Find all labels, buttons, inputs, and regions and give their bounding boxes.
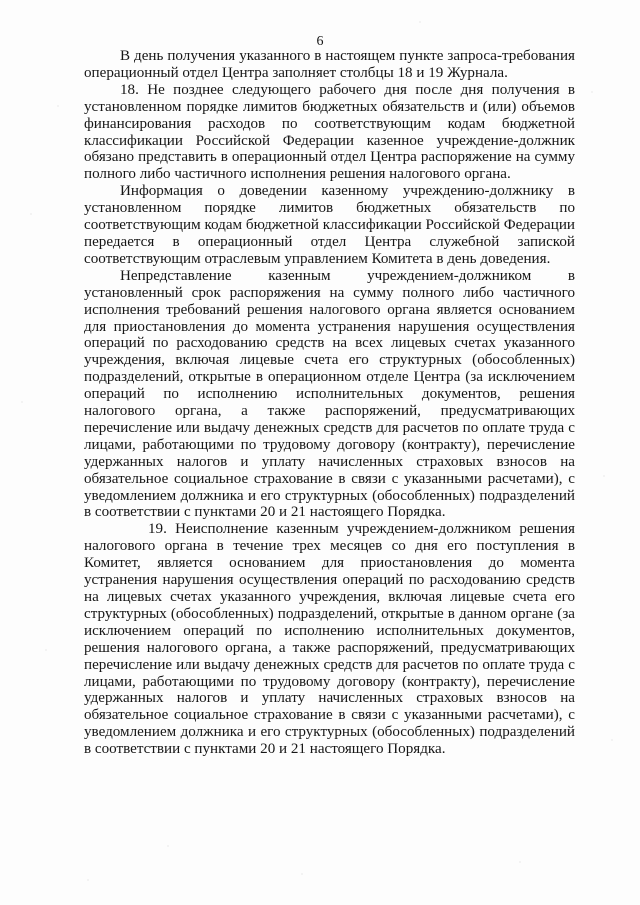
paragraph-item-19: 19. Неисполнение казенным учреждением-должником решения налогового органа в течение трех месяцев со дня его поступления в Комитет, является основанием для приостановления до момента устранения нарушения осуществления операций по расходованию средств на лицевых счетах указанного учреждения, включая лицевые счета его структурных (обособленных) подразделений, открытые в данном органе (за исключением операций по исполнению исполнительных документов, решения налогового органа, а также распоряжений, предусматривающих перечисление или выдачу денежных средств для расчетов по оплате труда с лицами, работающими по трудовому договору (контракту), перечисление удержанных налогов и уплату начисленных страховых взносов на обязательное социальное страхование в связи с указанными расчетами), с уведомлением должника и его структурных (обособленных) подразделений в соответствии с пунктами 20 и 21 настоящего Порядка.: [84, 521, 575, 758]
paragraph-item-18: 18. Не позднее следующего рабочего дня после дня получения в установленном порядке лимитов бюджетных обязательств и (или) объемов финансирования расходов по соответствующим кодам бюджетной классификации Российской Федерации казенное учреждение-должник обязано представить в операционный отдел Центра распоряжение на сумму полного либо частичного исполнения решения налогового органа.: [84, 81, 575, 183]
document-body: [84, 48, 575, 758]
page-number: 6: [316, 34, 324, 49]
paragraph-non-submission: Непредставление казенным учреждением-должником в установленный срок распоряжения на сумму полного либо частичного исполнения требований решения налогового органа является основанием для приостановления до момента устранения нарушения осуществления операций по расходованию средств на всех лицевых счетах указанного учреждения, включая лицевые счета его структурных (обособленных) подразделений, открытые в операционном отделе Центра (за исключением операций по исполнению исполнительных документов, решения налогового органа, а также распоряжений, предусматривающих перечисление или выдачу денежных средств для расчетов по оплате труда с лицами, работающими по трудовому договору (контракту), перечисление удержанных налогов и уплату начисленных страховых взносов на обязательное социальное страхование в связи с указанными расчетами), с уведомлением должника и его структурных (обособленных) подразделений в соответствии с пунктами 20 и 21 настоящего Порядка.: [84, 267, 575, 521]
paragraph-request-journal: В день получения указанного в настоящем пункте запроса-требования операционный отдел Центра заполняет столбцы 18 и 19 Журнала.: [84, 48, 575, 81]
paragraph-limits-info: Информация о доведении казенному учреждению-должнику в установленном порядке лимитов бюджетных обязательств по соответствующим кодам бюджетной классификации Российской Федерации передается в операционный отдел Центра служебной запиской соответствующим отраслевым управлением Комитета в день доведения.: [84, 183, 575, 267]
